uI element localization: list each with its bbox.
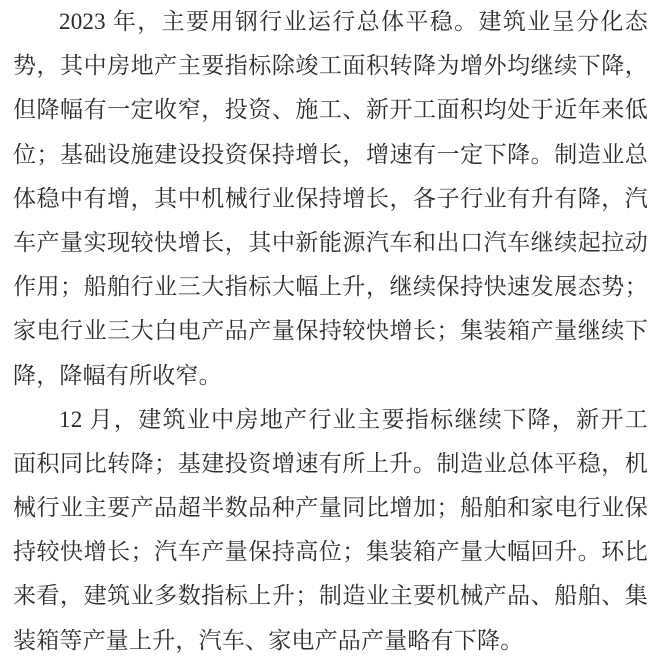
paragraph [13, 0, 648, 398]
text-line: 位；基础设施建设投资保持增长，增速有一定下降。制造业总 [13, 141, 648, 167]
text-line: 械行业主要产品超半数品种产量同比增加；船舶和家电行业保 [13, 495, 648, 521]
text-line: 家电行业三大白电产品产量保持较快增长；集装箱产量继续下 [13, 318, 648, 344]
text-line: 作用；船舶行业三大指标大幅上升，继续保持快速发展态势； [13, 274, 648, 300]
text-line: 车产量实现较快增长，其中新能源汽车和出口汽车继续起拉动 [13, 229, 648, 255]
text-line: 装箱等产量上升，汽车、家电产品产量略有下降。 [13, 627, 524, 653]
text-line: 2023 年，主要用钢行业运行总体平稳。建筑业呈分化态 [59, 9, 648, 34]
text-line: 势，其中房地产主要指标除竣工面积转降为增外均继续下降， [13, 53, 648, 79]
text-line: 来看，建筑业多数指标上升；制造业主要机械产品、船舶、集 [13, 583, 648, 609]
text-line: 降，降幅有所收窄。 [13, 362, 222, 388]
paragraph [13, 398, 648, 663]
text-line: 但降幅有一定收窄，投资、施工、新开工面积均处于近年来低 [13, 97, 648, 123]
text-line: 体稳中有增，其中机械行业保持增长，各子行业有升有降，汽 [13, 185, 648, 211]
text-line: 12 月，建筑业中房地产行业主要指标继续下降，新开工 [59, 406, 648, 432]
text-line: 面积同比转降；基建投资增速有所上升。制造业总体平稳，机 [13, 450, 648, 476]
paragraphs-container [13, 0, 648, 663]
text-line: 持较快增长；汽车产量保持高位；集装箱产量大幅回升。环比 [13, 539, 648, 565]
